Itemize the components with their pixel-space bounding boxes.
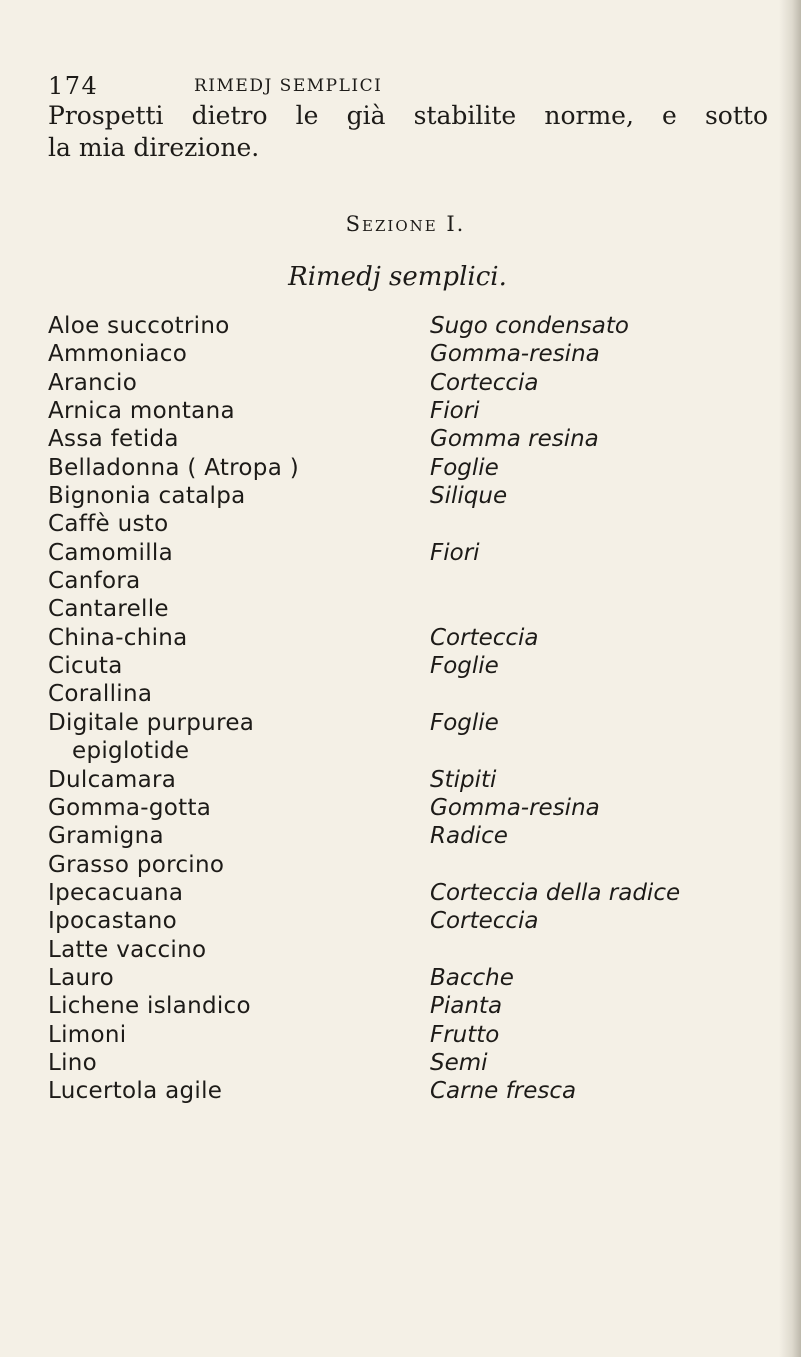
remedy-part: Gomma-resina	[430, 794, 600, 821]
remedy-part: Fiori	[430, 398, 480, 425]
remedy-name: Cantarelle	[48, 596, 169, 623]
remedy-row	[0, 851, 801, 879]
remedy-name: Grasso porcino	[48, 851, 225, 878]
remedy-name: Corallina	[48, 681, 153, 708]
remedy-part: Semi	[430, 1049, 488, 1076]
intro-paragraph	[48, 100, 768, 164]
remedy-row	[0, 879, 801, 907]
remedy-part: Fiori	[430, 539, 480, 566]
remedy-row	[0, 936, 801, 964]
remedy-part: Corteccia della radice	[430, 879, 681, 906]
page-number: 174	[48, 72, 99, 100]
remedy-row	[0, 907, 801, 935]
running-title: RIMEDJ SEMPLICI	[194, 76, 383, 96]
remedy-row	[0, 1077, 801, 1105]
remedy-part: Silique	[430, 483, 508, 510]
remedy-name: Dulcamara	[48, 766, 177, 793]
remedy-name: Lucertola agile	[48, 1078, 223, 1105]
remedy-part: Gomma-resina	[430, 341, 600, 368]
remedy-name: Lichene islandico	[48, 993, 251, 1020]
remedy-row	[0, 766, 801, 794]
remedy-part: Radice	[430, 823, 508, 850]
remedy-name: Camomilla	[48, 539, 173, 566]
remedy-name: Ipecacuana	[48, 879, 184, 906]
remedy-row	[0, 340, 801, 368]
running-head	[48, 72, 748, 102]
remedy-part: Gomma resina	[430, 426, 599, 453]
remedy-name: Lino	[48, 1049, 98, 1076]
section-heading: Sezione I.	[345, 212, 466, 236]
remedy-name: Gomma-gotta	[48, 794, 212, 821]
remedy-name: Bignonia catalpa	[48, 483, 246, 510]
remedy-part: Corteccia	[430, 908, 539, 935]
remedy-row	[0, 794, 801, 822]
section-subtitle: Rimedj semplici.	[288, 262, 507, 292]
remedy-part: Frutto	[430, 1021, 500, 1048]
remedy-row	[0, 964, 801, 992]
remedy-part: Foglie	[430, 653, 499, 680]
remedy-row	[0, 1049, 801, 1077]
remedy-name: Arnica montana	[48, 398, 235, 425]
intro-line-1: Prospetti dietro le già stabilite norme, e sotto	[48, 101, 768, 130]
remedy-row	[0, 454, 801, 482]
remedy-part: Corteccia	[430, 369, 539, 396]
remedy-name: Latte vaccino	[48, 936, 207, 963]
remedy-name: Caffè usto	[48, 511, 169, 538]
remedy-row	[0, 482, 801, 510]
remedy-name: Aloe succotrino	[48, 313, 230, 339]
remedy-row	[0, 312, 801, 340]
remedy-part: Foglie	[430, 709, 499, 736]
remedy-row	[0, 425, 801, 453]
remedy-name: China-china	[48, 624, 188, 651]
remedy-part: Sugo condensato	[430, 313, 629, 339]
remedy-part: Stipiti	[430, 766, 497, 793]
remedy-name: Gramigna	[48, 823, 164, 850]
remedy-name: Ipocastano	[48, 908, 177, 935]
remedy-name: Digitale purpurea	[48, 709, 255, 736]
remedy-part: Foglie	[430, 454, 499, 481]
remedy-name: Ammoniaco	[48, 341, 188, 368]
remedy-name: Limoni	[48, 1021, 127, 1048]
remedy-row	[0, 652, 801, 680]
remedy-row	[0, 624, 801, 652]
remedy-row	[0, 539, 801, 567]
remedy-row	[0, 822, 801, 850]
remedy-list	[0, 312, 801, 1106]
remedy-row	[0, 369, 801, 397]
remedy-row	[0, 510, 801, 538]
remedy-name: Lauro	[48, 964, 115, 991]
remedy-row	[0, 595, 801, 623]
remedy-part: Corteccia	[430, 624, 539, 651]
remedy-name: Canfora	[48, 568, 141, 595]
remedy-part: Bacche	[430, 964, 514, 991]
remedy-name: Belladonna ( Atropa )	[48, 454, 299, 481]
remedy-row	[0, 737, 801, 765]
remedy-row	[0, 1021, 801, 1049]
remedy-name: Assa fetida	[48, 426, 179, 453]
remedy-name: Arancio	[48, 369, 138, 396]
remedy-row	[0, 397, 801, 425]
remedy-row	[0, 992, 801, 1020]
remedy-part: Carne fresca	[430, 1078, 577, 1105]
remedy-row	[0, 567, 801, 595]
remedy-row	[0, 680, 801, 708]
intro-line-2: la mia direzione.	[48, 133, 260, 162]
remedy-name: Cicuta	[48, 653, 123, 680]
remedy-row	[0, 709, 801, 737]
remedy-name: epiglotide	[72, 738, 190, 765]
remedy-part: Pianta	[430, 993, 503, 1020]
